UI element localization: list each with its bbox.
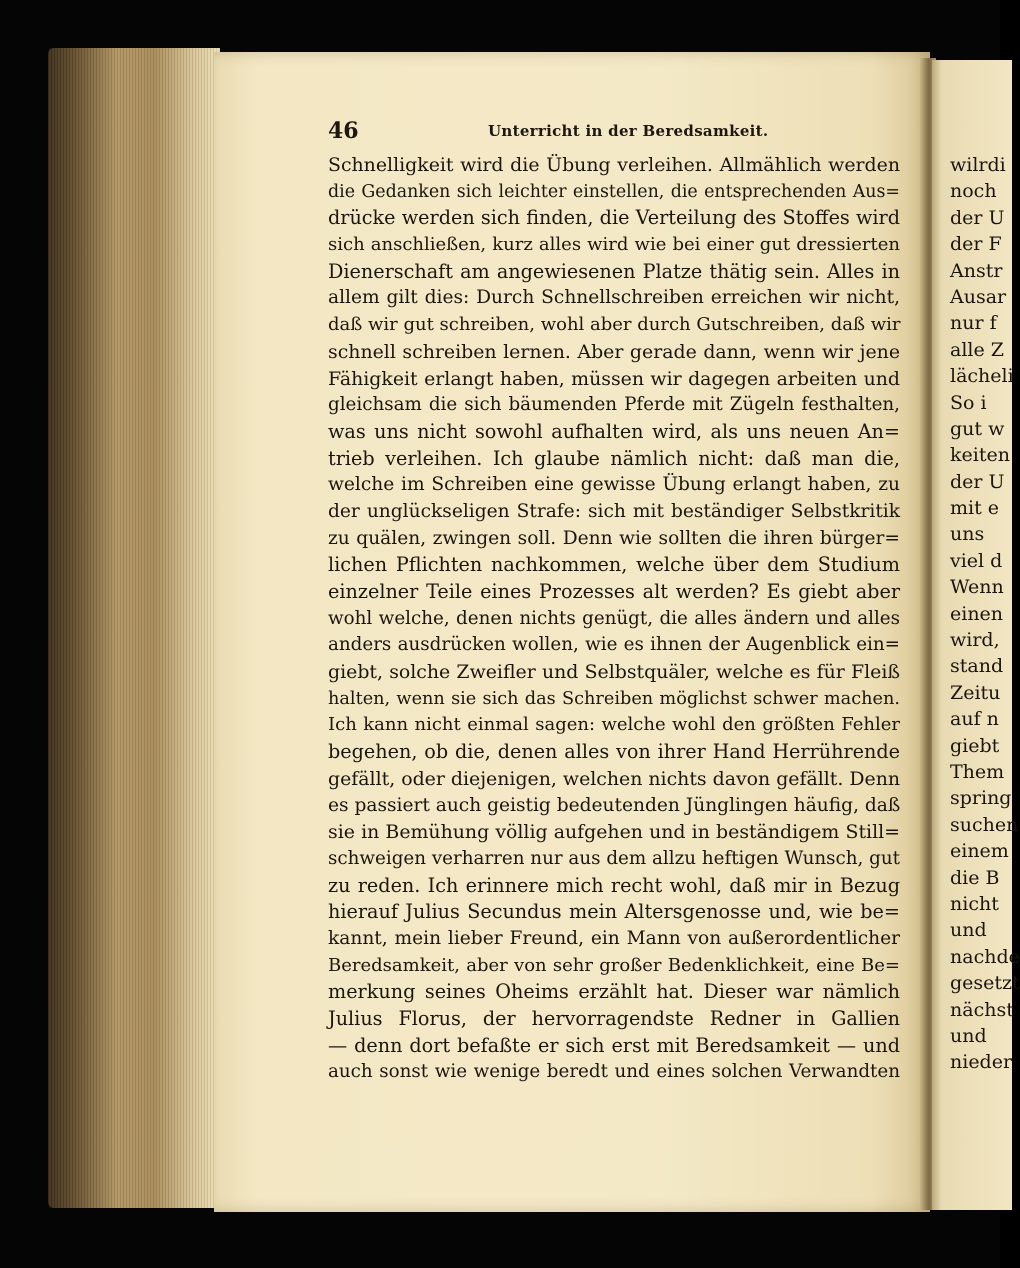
running-title: Unterricht in der Beredsamkeit. bbox=[488, 122, 769, 140]
facing-text-line: auf n bbox=[950, 708, 999, 731]
text-line: Fähigkeit erlangt haben, müssen wir dagegen arbeiten und bbox=[328, 367, 900, 390]
text-line: trieb verleihen. Ich glaube nämlich nicht: daß man die, bbox=[328, 446, 900, 470]
text-line: was uns nicht sowohl aufhalten wird, als uns neuen An= bbox=[328, 419, 900, 443]
text-line: giebt, solche Zweifler und Selbstquäler, welche es für Fleiß bbox=[328, 661, 900, 684]
facing-text-line: der U bbox=[950, 206, 1005, 229]
text-line: Schnelligkeit wird die Übung verleihen. Allmählich werden bbox=[328, 154, 900, 176]
facing-text-line: Zeitu bbox=[950, 681, 1001, 704]
facing-text-line: einen bbox=[950, 602, 1004, 625]
facing-text-line: suchen bbox=[950, 813, 1019, 836]
text-line: kannt, mein lieber Freund, ein Mann von außerordentlicher bbox=[328, 927, 900, 949]
facing-text-line: mit e bbox=[950, 497, 1000, 520]
facing-text-line: So i bbox=[950, 391, 987, 414]
text-line: halten, wenn sie sich das Schreiben möglichst schwer machen. bbox=[328, 688, 900, 709]
facing-text-line: einem bbox=[950, 840, 1009, 863]
text-line: es passiert auch geistig bedeutenden Jünglingen häufig, daß bbox=[328, 794, 901, 816]
facing-text-line: und bbox=[950, 919, 987, 942]
facing-text-line: die B bbox=[950, 866, 1000, 889]
facing-text-line: noch bbox=[950, 180, 997, 203]
facing-text-line: viel d bbox=[950, 549, 1003, 572]
facing-text-line: der F bbox=[950, 233, 1002, 256]
facing-text-line: keiten bbox=[950, 444, 1010, 467]
text-line: daß wir gut schreiben, wohl aber durch Gutschreiben, daß wir bbox=[328, 314, 901, 336]
text-line: begehen, ob die, denen alles von ihrer Hand Herrührende bbox=[328, 740, 900, 764]
text-line: wohl welche, denen nichts genügt, die alles ändern und alles bbox=[328, 607, 900, 629]
facing-text-line: giebt bbox=[950, 734, 1000, 757]
text-line: gefällt, oder diejenigen, welchen nichts davon gefällt. Denn bbox=[328, 767, 901, 790]
text-line: die Gedanken sich leichter einstellen, die entsprechenden Aus= bbox=[328, 181, 900, 202]
text-line: drücke werden sich finden, die Verteilung des Stoffes wird bbox=[328, 206, 900, 230]
facing-text-line: stand bbox=[950, 655, 1004, 678]
facing-text-line: der U bbox=[950, 470, 1005, 493]
text-line: hierauf Julius Secundus mein Altersgenosse und, wie be= bbox=[328, 900, 900, 924]
main-text-block bbox=[328, 152, 900, 1086]
page-number: 46 bbox=[328, 118, 359, 144]
facing-page-text bbox=[950, 152, 1020, 1076]
facing-text-line: wird, bbox=[950, 629, 1000, 652]
facing-text-line: lächeli bbox=[950, 365, 1014, 388]
facing-text-line: nieder bbox=[950, 1051, 1013, 1074]
facing-text-line: Wenn bbox=[950, 576, 1004, 599]
text-line: Ich kann nicht einmal sagen: welche wohl den größten Fehler bbox=[328, 714, 900, 736]
facing-text-line: Ausar bbox=[950, 285, 1007, 308]
text-line: einzelner Teile eines Prozesses alt werden? Es giebt aber bbox=[328, 580, 900, 603]
text-line: zu quälen, zwingen soll. Denn wie sollten die ihren bürger= bbox=[328, 527, 900, 549]
facing-text-line: Them bbox=[950, 760, 1005, 783]
facing-text-line: Anstr bbox=[950, 259, 1003, 282]
text-line: Julius Florus, der hervorragendste Redner in Gallien bbox=[328, 1007, 900, 1030]
page-header bbox=[328, 118, 900, 148]
text-line: zu reden. Ich erinnere mich recht wohl, daß mir in Bezug bbox=[328, 873, 900, 897]
text-line: allem gilt dies: Durch Schnellschreiben erreichen wir nicht, bbox=[328, 287, 900, 309]
facing-text-line: spring bbox=[950, 787, 1012, 810]
text-line: schnell schreiben lernen. Aber gerade dann, wenn wir jene bbox=[328, 340, 900, 363]
facing-text-line: nur f bbox=[950, 312, 997, 335]
text-line: auch sonst wie wenige beredt und eines solchen Verwandten bbox=[328, 1061, 900, 1083]
text-line: sich anschließen, kurz alles wird wie bei einer gut dressierten bbox=[328, 234, 900, 256]
text-line: anders ausdrücken wollen, wie es ihnen der Augenblick ein= bbox=[328, 634, 900, 656]
facing-text-line: nachde bbox=[950, 945, 1020, 968]
facing-text-line: und bbox=[950, 1024, 987, 1047]
text-line: der unglückseligen Strafe: sich mit beständiger Selbstkritik bbox=[328, 500, 900, 522]
text-line: Beredsamkeit, aber von sehr großer Bedenklichkeit, eine Be= bbox=[328, 954, 900, 976]
text-line: — denn dort befaßte er sich erst mit Beredsamkeit — und bbox=[328, 1033, 900, 1057]
text-line: Dienerschaft am angewiesenen Platze thätig sein. Alles in bbox=[328, 259, 900, 283]
page-block-edge bbox=[48, 48, 220, 1208]
facing-text-line: wilrdi bbox=[950, 154, 1006, 176]
text-line: merkung seines Oheims erzählt hat. Dieser war nämlich bbox=[328, 980, 900, 1004]
facing-text-line: nächst bbox=[950, 998, 1014, 1021]
facing-text-line: nicht bbox=[950, 892, 999, 915]
facing-text-line: uns bbox=[950, 523, 985, 546]
text-line: gleichsam die sich bäumenden Pferde mit Zügeln festhalten, bbox=[328, 394, 900, 416]
text-line: welche im Schreiben eine gewisse Übung erlangt haben, zu bbox=[328, 474, 900, 496]
facing-text-line: gesetzt bbox=[950, 972, 1020, 995]
facing-text-line: alle Z bbox=[950, 338, 1004, 361]
text-line: schweigen verharren nur aus dem allzu heftigen Wunsch, gut bbox=[328, 847, 900, 869]
text-line: sie in Bemühung völlig aufgehen und in beständigem Still= bbox=[328, 821, 900, 844]
text-line: lichen Pflichten nachkommen, welche über dem Studium bbox=[328, 553, 900, 577]
facing-text-line: gut w bbox=[950, 417, 1005, 440]
